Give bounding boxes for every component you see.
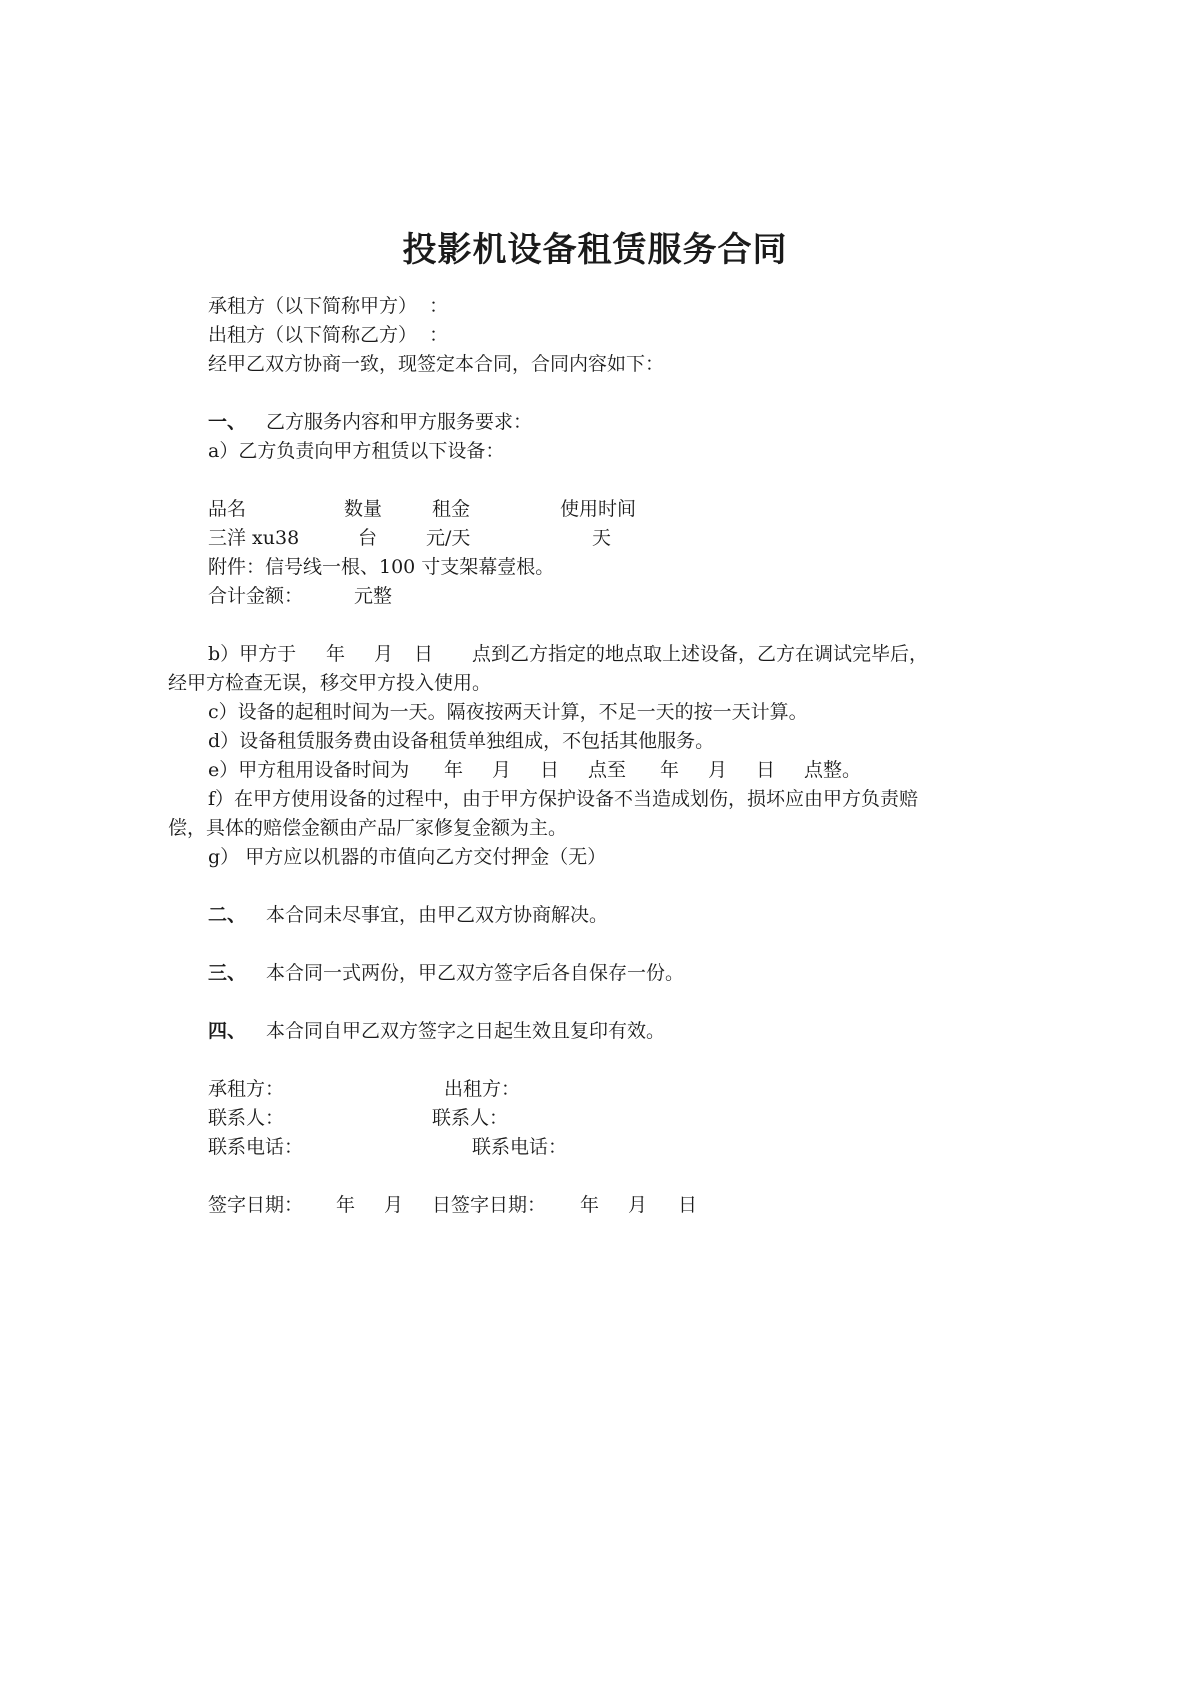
clause-e-to: 点至 [588, 759, 627, 781]
signature-date-label-b: 日签字日期： [432, 1194, 547, 1216]
accessories-line: 附件：信号线一根、100 寸支架幕壹根。 [208, 556, 555, 578]
total-unit: 元整 [354, 585, 393, 607]
table-cell-name: 三洋 xu38 [208, 527, 300, 549]
clause-e-month2: 月 [708, 759, 728, 781]
signature-year-a: 年 [336, 1194, 356, 1216]
signature-month-a: 月 [384, 1194, 404, 1216]
clause-g: g） 甲方应以机器的市值向乙方交付押金（无） [208, 846, 607, 868]
signature-year-b: 年 [580, 1194, 600, 1216]
signature-date-label-a: 签字日期： [208, 1194, 304, 1216]
clause-e-year1: 年 [444, 759, 464, 781]
clause-c: c）设备的起租时间为一天。隔夜按两天计算，不足一天的按一天计算。 [208, 701, 808, 723]
section3-text: 本合同一式两份，甲乙双方签字后各自保存一份。 [266, 962, 685, 984]
signature-contact-b: 联系人： [432, 1107, 509, 1129]
signature-lessor: 出租方： [444, 1078, 521, 1100]
signature-day-b: 日 [678, 1194, 698, 1216]
lessor-line: 出租方（以下简称乙方） ： [208, 324, 449, 346]
clause-e-month1: 月 [492, 759, 512, 781]
section4-text: 本合同自甲乙双方签字之日起生效且复印有效。 [266, 1020, 666, 1042]
document-title: 投影机设备租赁服务合同 [402, 230, 788, 270]
clause-a: a）乙方负责向甲方租赁以下设备： [208, 440, 505, 462]
table-cell-rent: 元/天 [426, 527, 471, 549]
table-header-rent: 租金 [432, 498, 471, 520]
clause-e-day2: 日 [756, 759, 776, 781]
section2-text: 本合同未尽事宜，由甲乙双方协商解决。 [266, 904, 609, 926]
signature-lessee: 承租方： [208, 1078, 285, 1100]
section1-number: 一、 [208, 411, 247, 433]
clause-e-end: 点整。 [804, 759, 862, 781]
clause-b-prefix: b）甲方于 [208, 643, 297, 665]
clause-f-line1: f）在甲方使用设备的过程中，由于甲方保护设备不当造成划伤，损坏应由甲方负责赔 [208, 788, 919, 810]
signature-month-b: 月 [628, 1194, 648, 1216]
clause-b-year: 年 [326, 643, 346, 665]
table-cell-qty: 台 [358, 527, 378, 549]
clause-e-day1: 日 [540, 759, 560, 781]
clause-b-day: 日 [414, 643, 434, 665]
clause-f-line2: 偿，具体的赔偿金额由产品厂家修复金额为主。 [168, 817, 568, 839]
clause-b-month: 月 [374, 643, 394, 665]
clause-b-rest: 点到乙方指定的地点取上述设备，乙方在调试完毕后， [472, 643, 929, 665]
clause-d: d）设备租赁服务费由设备租赁单独组成，不包括其他服务。 [208, 730, 715, 752]
table-header-name: 品名 [208, 498, 247, 520]
clause-e-year2: 年 [660, 759, 680, 781]
signature-contact-a: 联系人： [208, 1107, 285, 1129]
section2-number: 二、 [208, 904, 247, 926]
signature-phone-a: 联系电话： [208, 1136, 304, 1158]
clause-e-prefix: e）甲方租用设备时间为 [208, 759, 410, 781]
lessee-line: 承租方（以下简称甲方） ： [208, 295, 449, 317]
clause-b-line2: 经甲方检查无误，移交甲方投入使用。 [168, 672, 492, 694]
table-cell-time: 天 [592, 527, 612, 549]
section4-number: 四、 [208, 1020, 247, 1042]
section1-heading: 乙方服务内容和甲方服务要求： [266, 411, 533, 433]
intro-line: 经甲乙双方协商一致，现签定本合同，合同内容如下： [208, 353, 665, 375]
total-label: 合计金额： [208, 585, 304, 607]
table-header-time: 使用时间 [560, 498, 637, 520]
signature-phone-b: 联系电话： [472, 1136, 568, 1158]
section3-number: 三、 [208, 962, 247, 984]
table-header-qty: 数量 [344, 498, 383, 520]
